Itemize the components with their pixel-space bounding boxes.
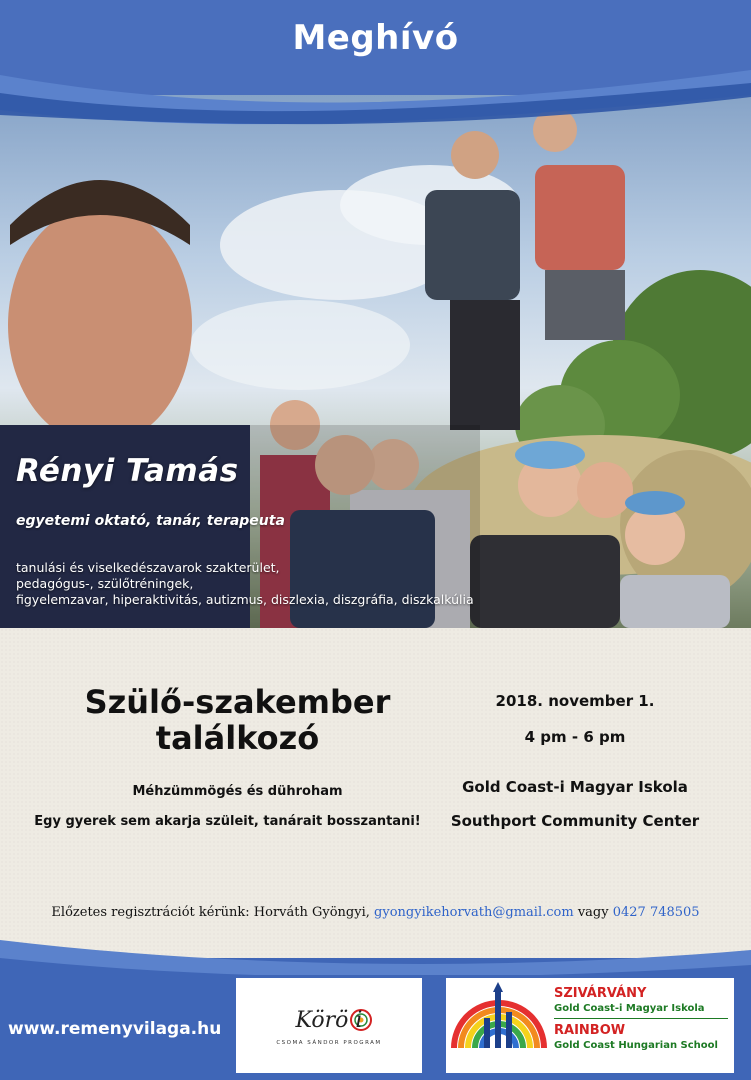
koroi-subtitle: CSOMA SÁNDOR PROGRAM (276, 1040, 382, 1046)
registration-note (0, 905, 751, 920)
registration-text: Előzetes regisztrációt kérünk: Horváth Gyöngyi, (51, 905, 370, 920)
koroi-wordmark: Körö i (295, 1008, 363, 1033)
school-hu-name: SZIVÁRVÁNY (554, 986, 647, 1001)
event-subtitle: Egy gyerek sem akarja szüleit, tanárait bosszantani! (34, 814, 421, 829)
person-name: Rényi Tamás (16, 453, 239, 489)
registration-or: vagy (577, 905, 609, 920)
rainbow-icon (446, 978, 551, 1073)
specialty-line: tanulási és viselkedészavarok szakterület, (16, 560, 280, 575)
registration-email-link[interactable]: gyongyikehorvath@gmail.com (374, 905, 574, 920)
event-date: 2018. november 1. (495, 692, 655, 710)
specialties-list (16, 560, 474, 608)
event-venue: Southport Community Center (450, 812, 700, 830)
event-title-line: találkozó (155, 719, 320, 757)
website-link[interactable]: www.remenyvilaga.hu (8, 1019, 222, 1039)
school-hu-full: Gold Coast-i Magyar Iskola (554, 1003, 705, 1014)
event-details (0, 628, 751, 958)
koroi-logo (236, 978, 422, 1073)
school-en-name: RAINBOW (554, 1023, 626, 1038)
person-role: egyetemi oktató, tanár, terapeuta (16, 513, 285, 529)
event-school: Gold Coast-i Magyar Iskola (462, 778, 688, 796)
photo-illustration (0, 95, 751, 628)
event-title (30, 684, 445, 756)
page-title: Meghívó (292, 18, 459, 58)
event-title-line: Szülő-szakember (84, 683, 391, 721)
specialty-line: figyelemzavar, hiperaktivitás, autizmus, diszlexia, diszgráfia, diszkalkúlia (16, 592, 474, 607)
school-logo (446, 978, 734, 1073)
specialty-line: pedagógus-, szülőtréningek, (16, 576, 194, 591)
group-photo (0, 95, 751, 628)
event-time: 4 pm - 6 pm (524, 728, 626, 746)
school-divider (554, 1018, 728, 1019)
registration-phone-link[interactable]: 0427 748505 (612, 905, 700, 920)
footer (0, 975, 751, 1080)
event-topic: Méhzümmögés és dühroham (132, 784, 343, 799)
school-en-full: Gold Coast Hungarian School (554, 1040, 718, 1051)
header-wave (0, 55, 751, 145)
